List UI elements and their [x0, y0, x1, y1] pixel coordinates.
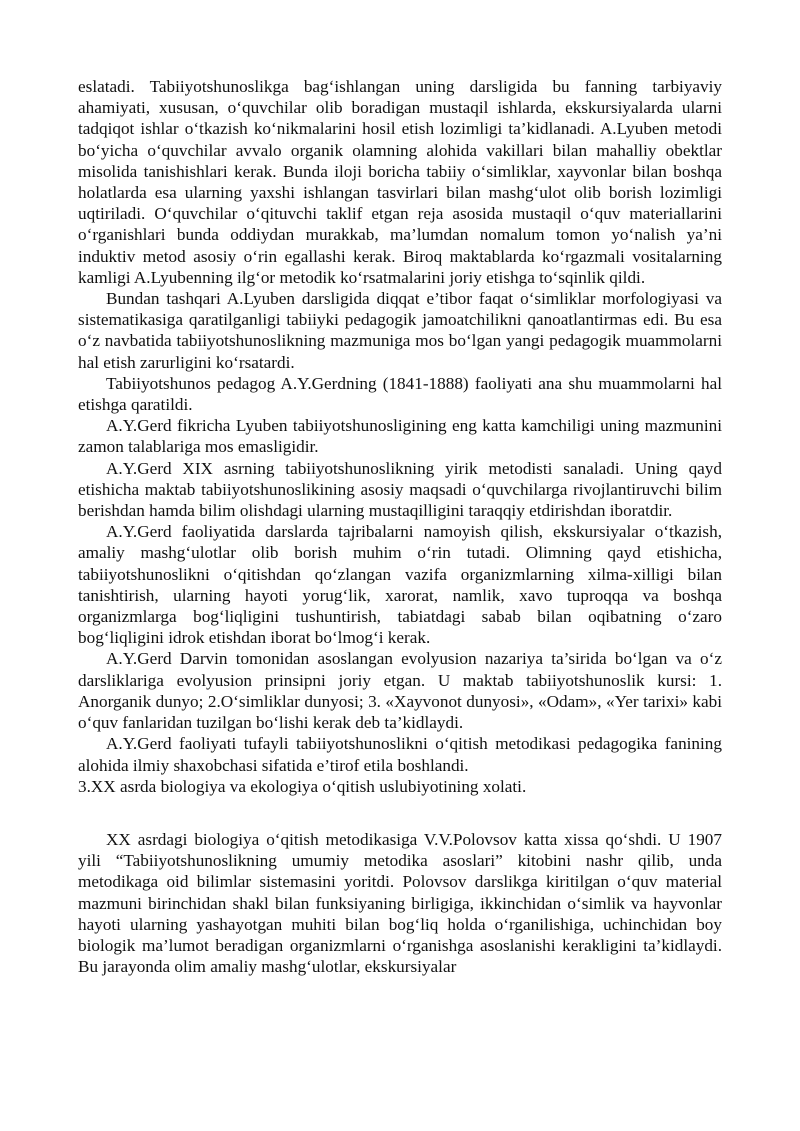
paragraph: XX asrdagi biologiya o‘qitish metodikasiga V.V.Polovsov katta xissa qo‘shdi. U 1907 yili “Tabiiyotshunoslikning umumiy metodika asoslari” kitobini nashr qilib, unda metodikaga oid bilimlar sistemasini yoritdi. Polovsov darslikga kiritilgan o‘quv material mazmuni birinchidan shakl bilan funksiyaning birligiga, ikkinchidan o‘simlik va hayvonlar hayoti ularning yashayotgan muhiti bilan bog‘liq holda o‘rganilishiga, uchinchidan boy biologik ma’lumot beradigan organizmlarni o‘rganishga asoslanishi kerakligini ta’kidlaydi. Bu jarayonda olim amaliy mashg‘ulotlar, ekskursiyalar	[78, 829, 722, 977]
paragraph: A.Y.Gerd fikricha Lyuben tabiiyotshunosligining eng katta kamchiligi uning mazmunini zamon talablariga mos emasligidir.	[78, 416, 722, 457]
paragraph: A.Y.Gerd XIX asrning tabiiyotshunoslikning yirik metodisti sanaladi. Uning qayd etishicha maktab tabiiyotshunoslikining asosiy maqsadi o‘quvchilarga rivojlantiruvchi bilim berishdan hamda bilim olishdagi ularning mustaqilligini taraqqiy etdirishdan iboratdir.	[78, 458, 722, 521]
paragraph: Bundan tashqari A.Lyuben darsligida diqqat e’tibor faqat o‘simliklar morfologiyasi va sistematikasiga qaratilganligi tabiiyki pedagogik jamoatchilikni qanoatlantirmas edi. Bu esa o‘z navbatida tabiiyotshunoslikning mazmuniga mos bo‘lgan yangi pedagogik muammolarni hal etish zarurligini ko‘rsatardi.	[78, 289, 722, 372]
document-page	[78, 76, 722, 977]
paragraph: A.Y.Gerd faoliyatida darslarda tajribalarni namoyish qilish, ekskursiyalar o‘tkazish, amaliy mashg‘ulotlar olib borish muhim o‘rin tutadi. Olimning qayd etishicha, tabiiyotshunoslikni o‘qitishdan qo‘zlangan vazifa organizmlarning xilma-xilligi bilan tanishtirish, ularning hayoti yorug‘lik, xarorat, namlik, xavo tuproqqa va boshqa organizmlarga bog‘liqligini tushuntirish, tabiatdagi sabab bilan oqibatning o‘zaro bog‘liqligini idrok etishdan iborat bo‘lmog‘i kerak.	[78, 522, 722, 648]
paragraph: A.Y.Gerd Darvin tomonidan asoslangan evolyusion nazariya ta’sirida bo‘lgan va o‘z darsliklariga evolyusion prinsipni joriy etgan. U maktab tabiiyotshunoslik kursi: 1. Anorganik dunyo; 2.O‘simliklar dunyosi; 3. «Xayvonot dunyosi», «Odam», «Yer tarixi» kabi o‘quv fanlaridan tuzilgan bo‘lishi kerak deb ta’kidlaydi.	[78, 649, 722, 733]
paragraph: A.Y.Gerd faoliyati tufayli tabiiyotshunoslikni o‘qitish metodikasi pedagogika fanining alohida ilmiy shaxobchasi sifatida e’tirof etila boshlandi.	[78, 734, 722, 775]
paragraph: eslatadi. Tabiiyotshunoslikga bag‘ishlangan uning darsligida bu fanning tarbiyaviy ahamiyati, xususan, o‘quvchilar olib boradigan mustaqil ishlarda, ekskursiyalarda ularni tadqiqot ishlar o‘tkazish ko‘nikmalarini hosil etish lozimligi ta’kidlanadi. A.Lyuben metodi bo‘yicha o‘quvchilar avvalo organik olamning alohida vakillari bilan mahalliy obektlar misolida tanishishlari kerak. Bunda iloji boricha tabiiy o‘simliklar, xayvonlar bilan boshqa holatlarda esa ularning yaxshi ishlangan tasvirlari bilan mashg‘ulot olib borish lozimligi uqtiriladi. O‘quvchilar o‘qituvchi taklif etgan reja asosida mustaqil o‘quv materiallarini o‘rganishlari bunda oddiydan murakkab, ma’lumdan nomalum tomon yo‘nalish ya’ni induktiv metod asosiy o‘rin egallashi kerak. Biroq maktablarda ko‘rgazmali vositalarning kamligi A.Lyubenning ilg‘or metodik ko‘rsatmalarini joriy etishga to‘sqinlik qildi.	[78, 77, 722, 287]
paragraph: Tabiiyotshunos pedagog A.Y.Gerdning (1841-1888) faoliyati ana shu muammolarni hal etishga qaratildi.	[78, 373, 722, 415]
section-heading: 3.XX asrda biologiya va ekologiya o‘qitish uslubiyotining xolati.	[78, 776, 527, 796]
section-spacer	[78, 797, 722, 829]
